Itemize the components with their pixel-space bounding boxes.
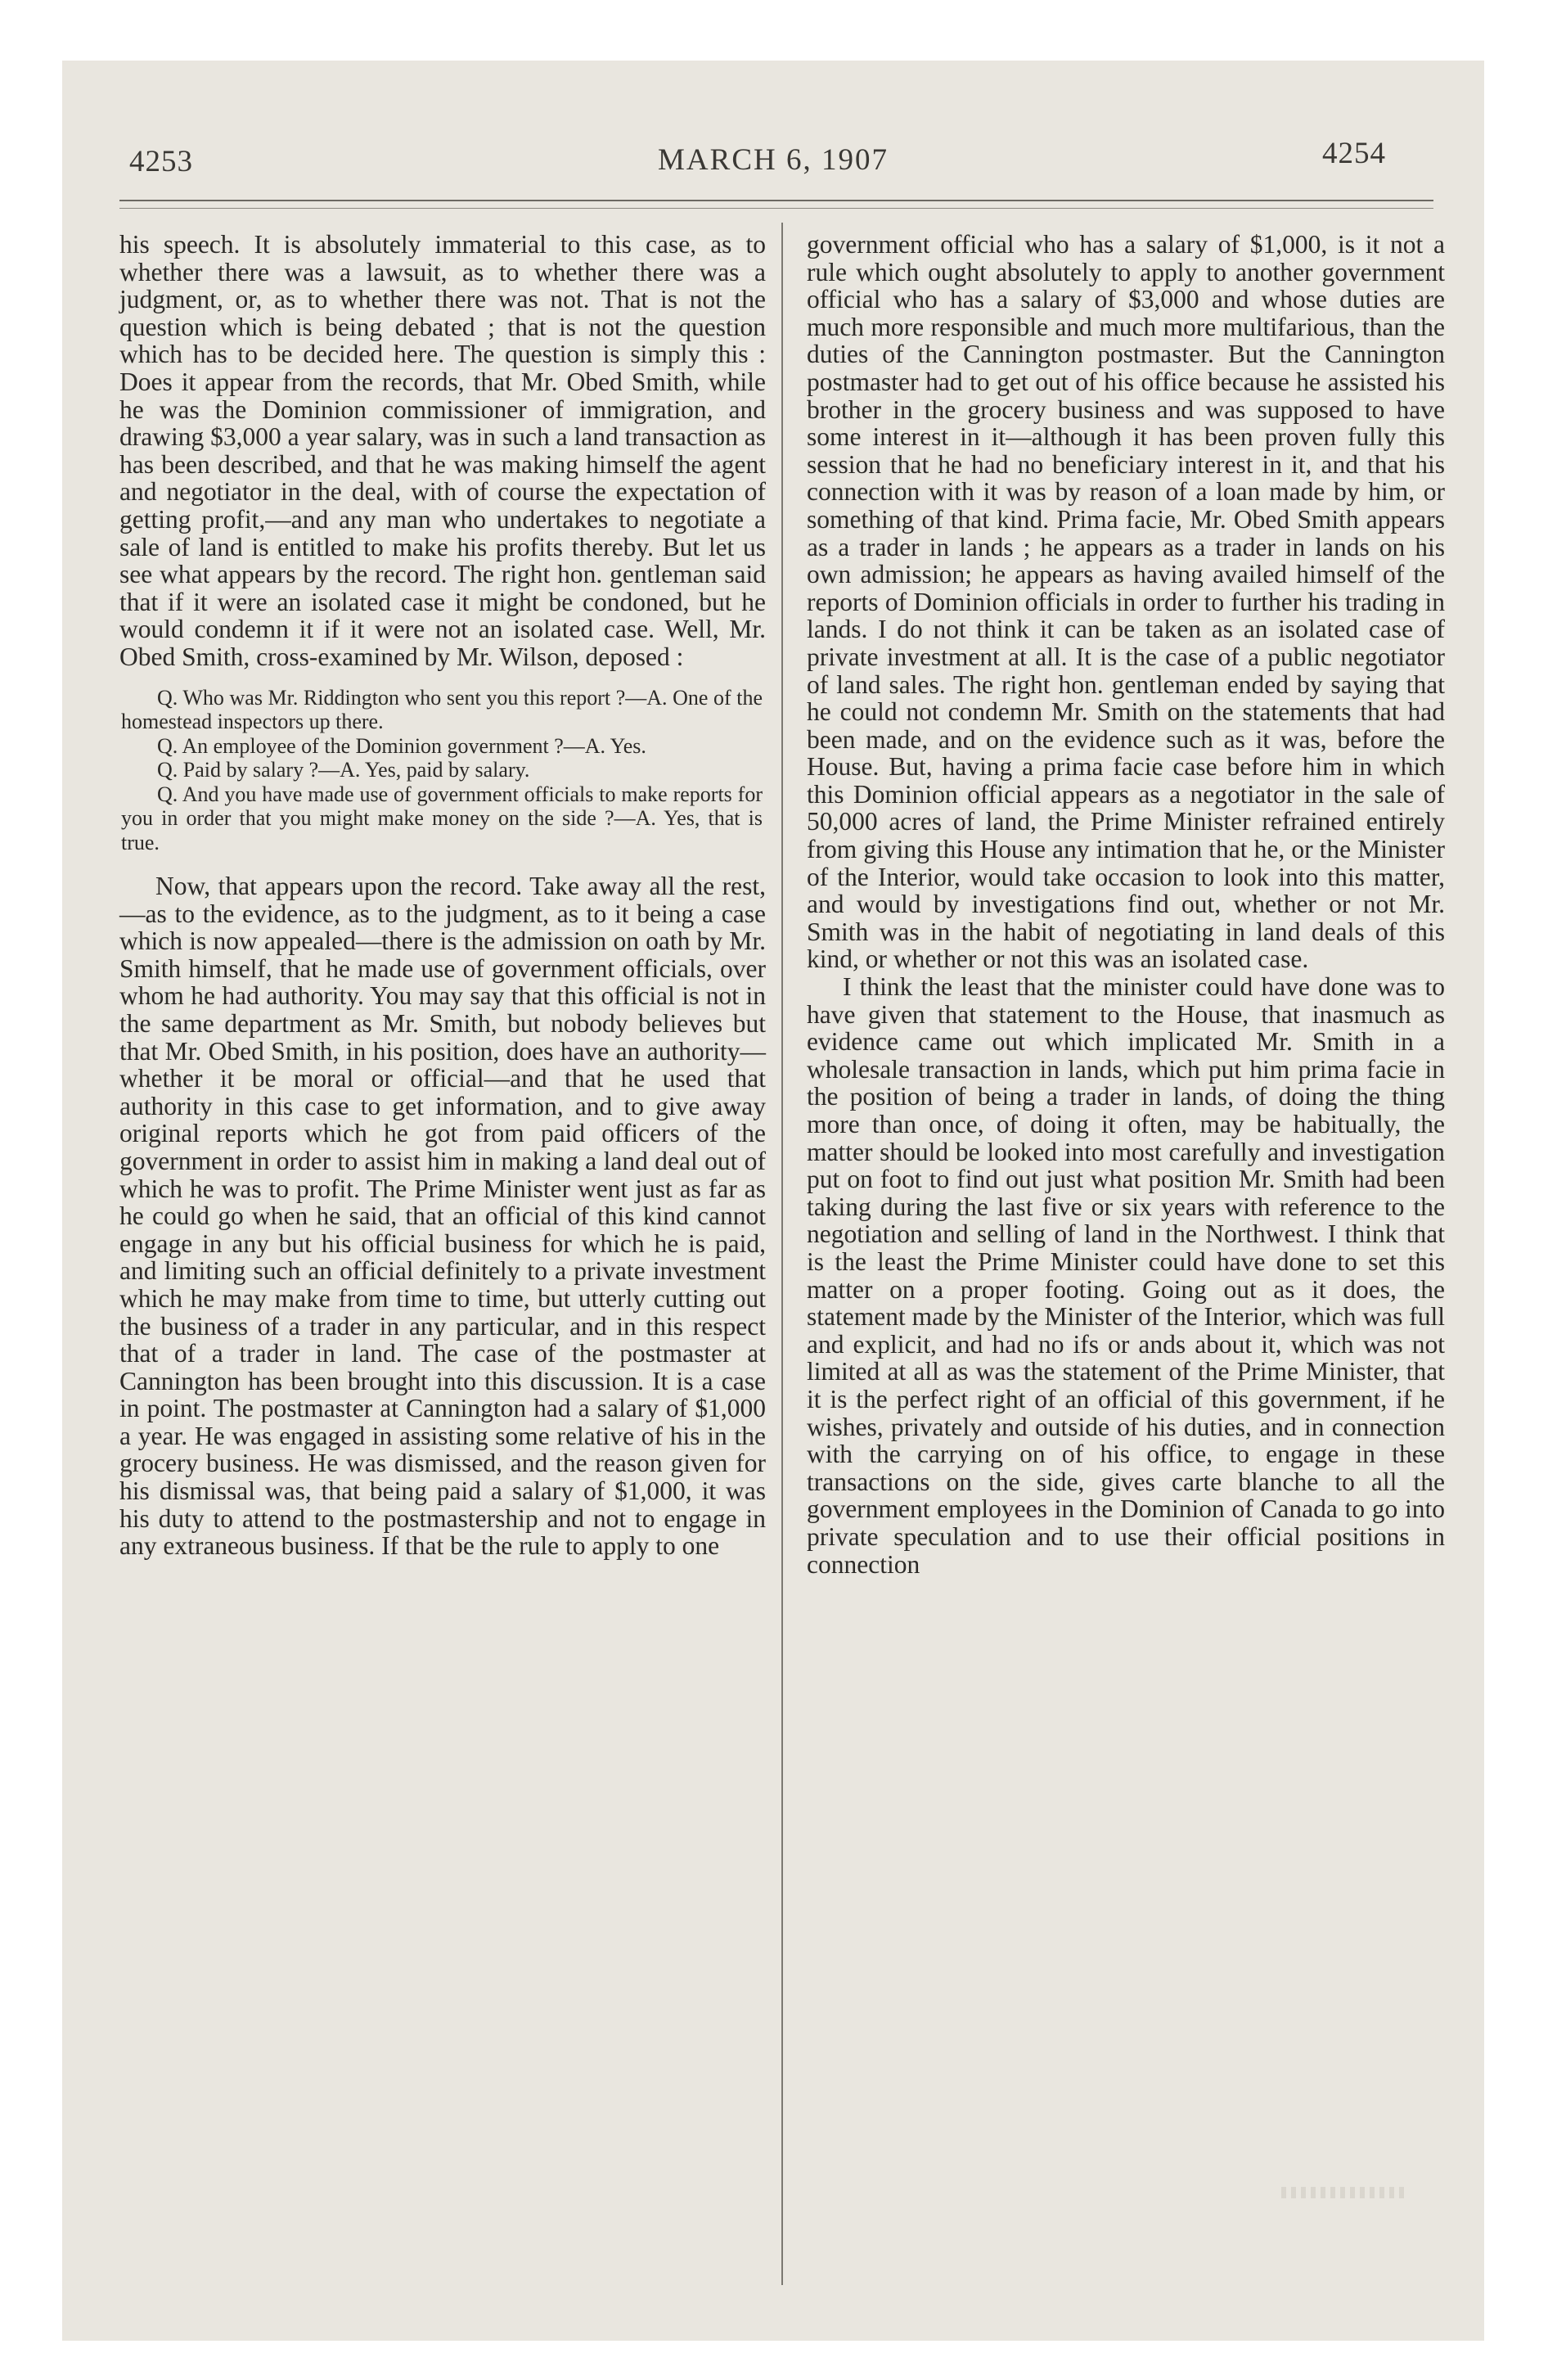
scanned-page	[62, 61, 1484, 2341]
page-header	[62, 134, 1484, 183]
right-column	[807, 231, 1445, 1578]
testimony-line: Q. And you have made use of government officials to make reports for you in order that you might make money on the side ?—A. Yes, that is true.	[121, 782, 763, 854]
testimony-line: Q. Paid by salary ?—A. Yes, paid by salary.	[157, 758, 530, 782]
left-paragraph-2: Now, that appears upon the record. Take away all the rest,—as to the evidence, as to the judgment, as to it being a case which is now appealed—there is the admission on oath by Mr. Smith himself, that he made use of government officials, over whom he had authority. You may say that this official is not in the same department as Mr. Smith, but nobody believes but that Mr. Obed Smith, in his position, does have an authority—whether it be moral or official—and that he used that authority in this case to get information, and to give away original reports which he got from paid officers of the government in order to assist him in making a land deal out of which he was to profit. The Prime Minister went just as far as he could go when he said, that an official of this kind cannot engage in any but his official business for which he is paid, and limiting such an official definitely to a private investment which he may make from time to time, but utterly cutting out the business of a trader in any particular, and in this respect that of a trader in land. The case of the postmaster at Cannington has been brought into this discussion. It is a case in point. The postmaster at Cannington had a salary of $1,000 a year. He was engaged in assisting some relative of his in the grocery business. He was dismissed, and the reason given for his dismissal was, that being paid a salary of $1,000, it was his duty to attend to the postmastership and not to engage in any extraneous business. If that be the rule to apply to one	[119, 872, 766, 1561]
testimony-block	[119, 686, 766, 855]
left-page-number: 4253	[129, 145, 193, 178]
column-divider	[781, 223, 783, 2285]
left-paragraph-1: his speech. It is absolutely immaterial to this case, as to whether there was a lawsuit, as to whether there was a judgment, or, as to whether there was not. That is not the question which is being debated ; that is not the question which has to be decided here. The question is simply this : Does it appear from the records, that Mr. Obed Smith, while he was the Dominion commissioner of immigration, and drawing $3,000 a year salary, was in such a land transaction as has been described, and that he was making himself the agent and negotiator in the deal, with of course the expectation of getting profit,—and any man who undertakes to negotiate a sale of land is entitled to make his profits thereby. But let us see what appears by the record. The right hon. gentleman said that if it were an isolated case it might be condoned, but he would condemn it if it were not an isolated case. Well, Mr. Obed Smith, cross-examined by Mr. Wilson, deposed :	[119, 230, 766, 671]
right-page-number: 4254	[1322, 137, 1386, 170]
right-paragraph-1: government official who has a salary of $1,000, is it not a rule which ought absolutely to apply to another government official who has a salary of $3,000 and whose duties are much more responsible and much more multifarious, than the duties of the Cannington postmaster. But the Cannington postmaster had to get out of his office because he assisted his brother in the grocery business and was supposed to have some interest in it—although it has been proven fully this session that he had no beneficiary interest in it, and that his connection with it was by reason of a loan made by him, or something of that kind. Prima facie, Mr. Obed Smith appears as a trader in lands ; he appears as a trader in lands on his own admission; he appears as having availed himself of the reports of Dominion officials in order to further his trading in lands. I do not think it can be taken as an isolated case of private investment at all. It is the case of a public negotiator of land sales. The right hon. gentleman ended by saying that he could not condemn Mr. Smith on the statements that had been made, and on the evidence such as it was, before the House. But, having a prima facie case before him in which this Dominion official appears as a negotiator in the sale of 50,000 acres of land, the Prime Minister refrained entirely from giving this House any intimation that he, or the Minister of the Interior, would take occasion to look into this matter, and would by investigations find out, whether or not Mr. Smith was in the habit of negotiating in land deals of this kind, or whether or not this was an isolated case.	[807, 230, 1445, 974]
header-rule	[119, 200, 1433, 201]
right-paragraph-2: I think the least that the minister could have done was to have given that statement to the House, that inasmuch as evidence came out which implicated Mr. Smith in a wholesale transaction in lands, which put him prima facie in the position of being a trader in lands, of doing the thing more than once, of doing it often, may be habitually, the matter should be looked into most carefully and investigation put on foot to find out just what position Mr. Smith had been taking during the last five or six years with reference to the negotiation and selling of land in the Northwest. I think that is the least the Prime Minister could have done to set this matter on a proper footing. Going out as it does, the statement made by the Minister of the Interior, which was full and explicit, and had no ifs or ands about it, which was not limited at all as was the statement of the Prime Minister, that it is the perfect right of an official of this government, if he wishes, privately and outside of his duties, and in connection with the carrying on of his office, to engage in these transactions on the side, gives carte blanche to all the government employees in the Dominion of Canada to go into private speculation and to use their official positions in connection	[807, 972, 1445, 1579]
left-column	[119, 231, 766, 1560]
testimony-line: Q. Who was Mr. Riddington who sent you this report ?—A. One of the homestead inspectors up there.	[121, 685, 763, 733]
header-rule-thin	[119, 208, 1433, 209]
print-smudge	[1281, 2187, 1404, 2198]
testimony-line: Q. An employee of the Dominion government ?—A. Yes.	[157, 733, 646, 758]
page-date: MARCH 6, 1907	[658, 143, 889, 177]
